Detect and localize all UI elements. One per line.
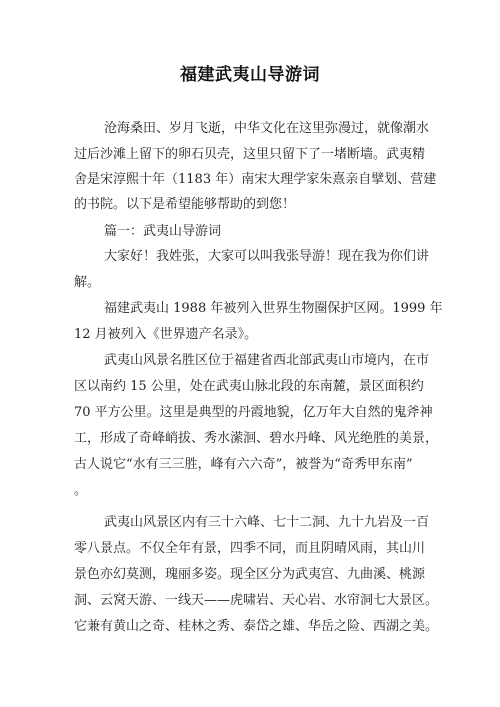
paragraph-line: 。 bbox=[74, 483, 88, 498]
paragraph-line: 零八景点。不仅全年有景，四季不同，而且阴晴风雨，其山川 bbox=[74, 541, 426, 556]
paragraph-line: 大家好！我姓张，大家可以叫我张导游！现在我为你们讲 bbox=[104, 249, 430, 264]
paragraph-line: 区以南约 15 公里，处在武夷山脉北段的东南麓，景区面积约 bbox=[74, 379, 424, 394]
paragraph-line: 洞、云窝天游、一线天——虎啸岩、天心岩、水帘洞七大景区。 bbox=[74, 593, 439, 608]
paragraph-line: 武夷山风景名胜区位于福建省西北部武夷山市境内，在市 bbox=[104, 353, 430, 368]
paragraph-line: 的书院。以下是希望能够帮助的到您！ bbox=[74, 197, 296, 212]
paragraph-line: 舍是宋淳熙十年（1183 年）南宋大理学家朱熹亲自擘划、营建 bbox=[74, 172, 437, 187]
paragraph-line: 它兼有黄山之奇、桂林之秀、泰岱之雄、华岳之险、西湖之美。 bbox=[74, 619, 439, 634]
paragraph-line: 武夷山风景区内有三十六峰、七十二洞、九十九岩及一百 bbox=[104, 515, 430, 530]
paragraph-line: 70 平方公里。这里是典型的丹霞地貌，亿万年大自然的鬼斧神 bbox=[74, 405, 433, 420]
paragraph-line: 过后沙滩上留下的卵石贝壳，这里只留下了一堵断墙。武夷精 bbox=[74, 147, 426, 162]
paragraph-line: 福建武夷山 1988 年被列入世界生物圈保护区网。1999 年 bbox=[104, 301, 443, 316]
document-title: 福建武夷山导游词 bbox=[180, 65, 320, 85]
paragraph-line: 12 月被列入《世界遗产名录》。 bbox=[74, 327, 258, 342]
paragraph-line: 沧海桑田、岁月飞逝，中华文化在这里弥漫过，就像潮水 bbox=[104, 121, 430, 136]
paragraph-line: 解。 bbox=[74, 275, 101, 290]
paragraph-line: 工，形成了奇峰峭拔、秀水潆洄、碧水丹峰、风光绝胜的美景， bbox=[74, 431, 439, 446]
paragraph-line: 景色亦幻莫测，瑰丽多姿。现全区分为武夷宫、九曲溪、桃源 bbox=[74, 567, 426, 582]
paragraph-line: 古人说它“水有三三胜，峰有六六奇”，被誉为“奇秀甲东南” bbox=[74, 457, 413, 472]
section-heading: 篇一：武夷山导游词 bbox=[104, 224, 222, 239]
